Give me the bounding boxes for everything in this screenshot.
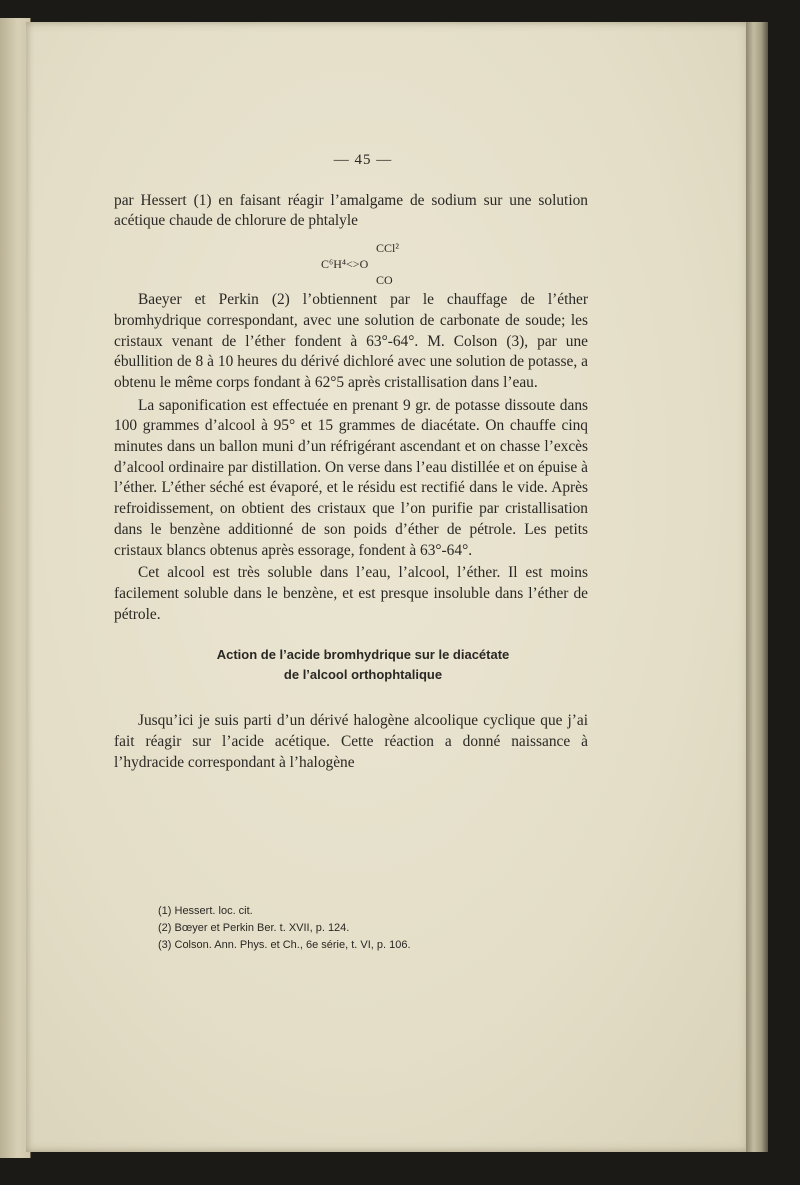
formula-middle: C⁶H⁴<>O	[321, 257, 369, 272]
paragraph-1: par Hessert (1) en faisant réagir l’amalgame de sodium sur une solution acétique chaude de chlorure de phtalyle	[114, 191, 588, 230]
page-body	[114, 150, 588, 775]
formula-bottom: CO	[376, 273, 393, 288]
paragraph-5: Jusqu’ici je suis parti d’un dérivé halogène alcoolique cyclique que j’ai fait réagir sur l’acide acétique. Cette réaction a donné naissance à l’hydracide correspondant à l’halogène	[114, 712, 588, 771]
footnotes	[158, 903, 578, 954]
page-number: — 45 —	[333, 152, 393, 168]
footnote-1: (1) Hessert. loc. cit.	[158, 905, 253, 917]
paragraph-3: La saponification est effectuée en prenant 9 gr. de potasse dissoute dans 100 grammes d’alcool à 95° et 15 grammes de diacétate. On chauffe cinq minutes dans un ballon muni d’un réfrigérant ascendant et on chasse l’excès d’alcool ordinaire par distillation. On verse dans l’eau distillée et on épuise à l’éther. L’éther séché est évaporé, et le résidu est rectifié dans le vide. Après refroidissement, on obtient des cristaux que l’on purifie par cristallisation dans le benzène additionné de son poids d’éther de pétrole. Les petits cristaux blancs obtenus après essorage, fondent à 63°-64°.	[114, 396, 588, 559]
page-stack-edge	[746, 22, 768, 1152]
section-heading	[138, 645, 588, 685]
formula-top: CCl²	[376, 241, 399, 256]
chemical-formula	[114, 234, 588, 288]
paragraph-2: Baeyer et Perkin (2) l’obtiennent par le chauffage de l’éther bromhydrique correspondant, avec une solution de carbonate de soude; les cristaux venant de l’éther fondent à 63°-64°. M. Colson (3), par une ébullition de 8 à 10 heures du dérivé dichloré avec une solution de potasse, a obtenu le même corps fondant à 62°5 après cristallisation dans l’eau.	[114, 291, 588, 391]
section-heading-line-2: de l’alcool orthophtalique	[283, 667, 443, 683]
paragraph-4: Cet alcool est très soluble dans l’eau, l’alcool, l’éther. Il est moins facilement soluble dans le benzène, et est presque insoluble dans l’éther de pétrole.	[114, 564, 588, 623]
footnote-3: (3) Colson. Ann. Phys. et Ch., 6e série, t. VI, p. 106.	[158, 939, 411, 951]
footnote-2: (2) Bœyer et Perkin Ber. t. XVII, p. 124.	[158, 922, 350, 934]
section-heading-line-1: Action de l’acide bromhydrique sur le diacétate	[216, 647, 510, 663]
